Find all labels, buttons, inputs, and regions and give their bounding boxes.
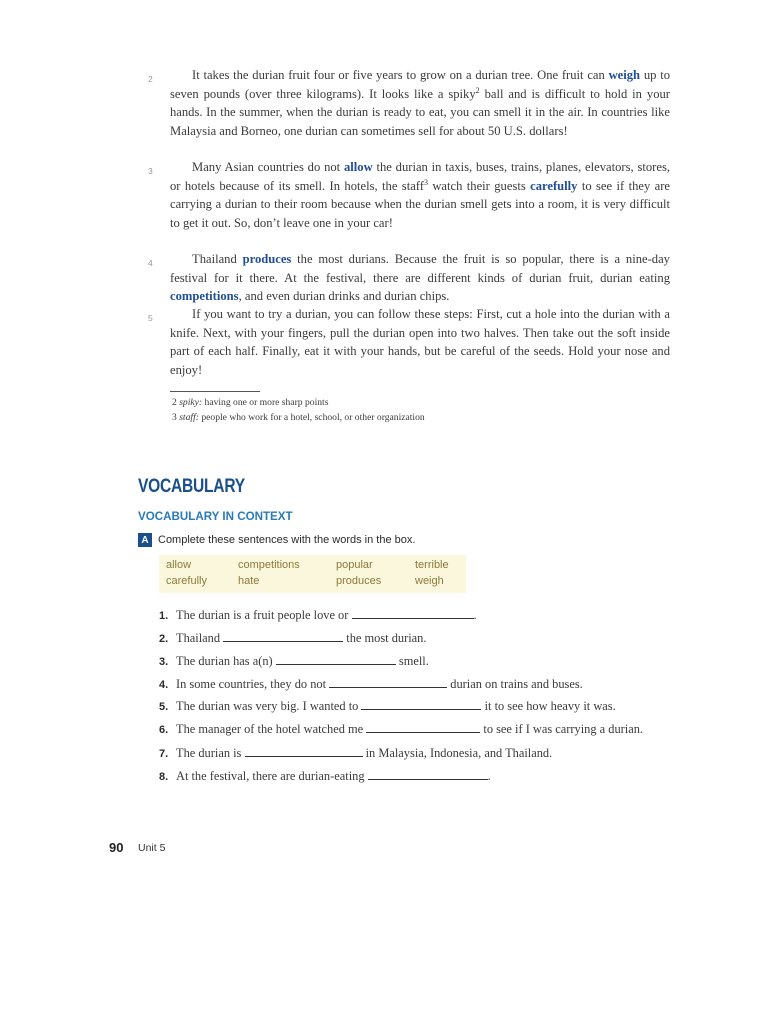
exercise-badge: A (138, 533, 152, 547)
answer-blank[interactable] (366, 722, 480, 733)
paragraph-number: 4 (148, 258, 153, 268)
paragraph-number: 2 (148, 74, 153, 84)
answer-blank[interactable] (276, 654, 396, 665)
word-box-item: weigh (415, 575, 444, 587)
exercise-sentence: 3. The durian has a(n) smell. (159, 654, 429, 668)
paragraph-4: Thailand produces the most durians. Because the fruit is so popular, there is a nine-day festival for it there. At the festival, there are different kinds of durian fruit, durian eating competitions, and even durian drinks and durian chips. (170, 252, 670, 303)
section-title: VOCABULARY (138, 476, 245, 497)
answer-blank[interactable] (245, 746, 363, 757)
word-box-item: produces (336, 575, 382, 587)
keyword: competitions (170, 289, 239, 303)
footnote-ref: 3 (423, 177, 428, 187)
word-box-item: carefully (166, 575, 207, 587)
paragraph-number: 5 (148, 313, 153, 323)
exercise-sentence: 8. At the festival, there are durian-eating . (159, 769, 491, 783)
answer-blank[interactable] (368, 769, 488, 780)
keyword: weigh (608, 68, 641, 82)
exercise-instruction: A Complete these sentences with the words in the box. (138, 533, 415, 547)
exercise-sentence: 4. In some countries, they do not durian on trains and buses. (159, 677, 583, 691)
exercise-sentence: 1. The durian is a fruit people love or . (159, 608, 477, 622)
exercise-sentence: 2. Thailand the most durian. (159, 631, 427, 645)
page-number: 90 (109, 840, 124, 855)
footnote-ref: 2 (475, 85, 480, 95)
footnote: 3 staff: people who work for a hotel, school, or other organization (172, 412, 425, 423)
word-box-item: allow (166, 559, 192, 571)
paragraph-3: Many Asian countries do not allow the durian in taxis, buses, trains, planes, elevators, stores, or hotels because of its smell. In hotels, the staff$^3$ watch their guests carefully to see if they are carrying a durian to their room because when the durian smell gets into a room, it is very difficult to get it out. So, don’t leave one in your car! (170, 160, 671, 230)
word-box-item: competitions (238, 559, 300, 571)
word-box-item: hate (238, 575, 260, 587)
exercise-sentence: 7. The durian is in Malaysia, Indonesia, and Thailand. (159, 746, 553, 760)
word-box-item: popular (336, 559, 373, 571)
exercise-sentence: 5. The durian was very big. I wanted to it to see how heavy it was. (159, 699, 616, 713)
paragraph-5: If you want to try a durian, you can follow these steps: First, cut a hole into the durian with a knife. Next, with your fingers, pull the durian open into two halves. Then take out the soft inside part of each half. Finally, eat it with your hands, but be careful of the seeds. Hold your nose and enjoy! (170, 307, 670, 377)
paragraph-number: 3 (148, 166, 153, 176)
exercise-sentence: 6. The manager of the hotel watched me to see if I was carrying a durian. (159, 722, 644, 736)
footnote-divider (170, 391, 260, 392)
answer-blank[interactable] (223, 631, 343, 642)
footnote: 2 spiky: having one or more sharp points (172, 397, 329, 408)
keyword: produces (242, 252, 292, 266)
unit-label: Unit 5 (138, 842, 166, 854)
paragraph-2: It takes the durian fruit four or five years to grow on a durian tree. One fruit can weigh up to seven pounds (over three kilograms). It looks like a spiky$^2$ ball and is difficult to hold in your hands. In the summer, when the durian is ready to eat, you can smell it in the air. In countries like Malaysia and Borneo, one durian can sometimes sell for about 50 U.S. dollars! (170, 68, 671, 138)
keyword: allow (343, 160, 373, 174)
answer-blank[interactable] (329, 677, 447, 688)
word-box-item: terrible (415, 559, 449, 571)
answer-blank[interactable] (361, 699, 481, 710)
word-box (159, 555, 466, 593)
keyword: carefully (530, 178, 578, 193)
answer-blank[interactable] (352, 608, 474, 619)
subsection-title: VOCABULARY IN CONTEXT (138, 510, 293, 523)
